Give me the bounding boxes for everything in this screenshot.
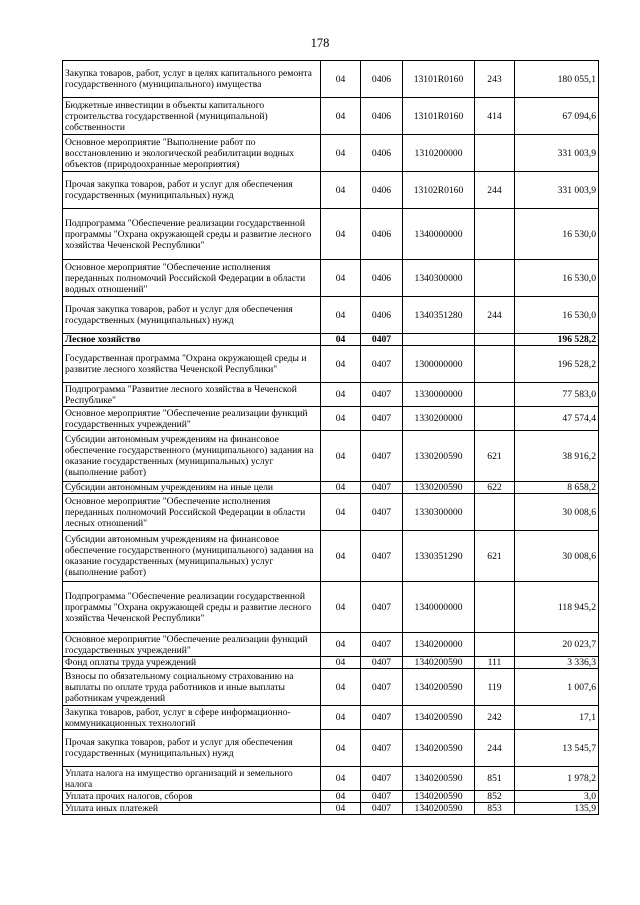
row-expense-type-cell: [475, 209, 515, 260]
row-expense-type-cell: 119: [475, 669, 515, 706]
row-amount-cell: 135,9: [515, 803, 599, 815]
row-target-article-cell: 1330200590: [403, 482, 475, 494]
table-row: [63, 767, 599, 791]
row-amount-cell: 1 978,2: [515, 767, 599, 791]
row-name-cell: Государственная программа "Охрана окружающей среды и развитие лесного хозяйства Чеченской Республики": [63, 346, 321, 383]
row-subsection-cell: 0407: [361, 494, 403, 531]
row-name-cell: Основное мероприятие "Выполнение работ по восстановлению и экологической реабилитации водных объектов (природоохранные мероприятия): [63, 135, 321, 172]
row-amount-cell: 13 545,7: [515, 730, 599, 767]
row-section-cell: 04: [321, 260, 361, 297]
row-expense-type-cell: [475, 407, 515, 431]
row-amount-cell: 16 530,0: [515, 209, 599, 260]
row-amount-cell: 20 023,7: [515, 633, 599, 657]
row-subsection-cell: 0407: [361, 346, 403, 383]
row-subsection-cell: 0406: [361, 98, 403, 135]
row-section-cell: 04: [321, 482, 361, 494]
row-amount-cell: 196 528,2: [515, 346, 599, 383]
table-row: [63, 633, 599, 657]
row-name-cell: Подпрограмма "Обеспечение реализации государственной программы "Охрана окружающей среды и развитие лесного хозяйства Чеченской Республики": [63, 209, 321, 260]
row-expense-type-cell: 622: [475, 482, 515, 494]
row-subsection-cell: 0407: [361, 431, 403, 482]
table-row: [63, 730, 599, 767]
row-amount-cell: 47 574,4: [515, 407, 599, 431]
row-target-article-cell: 1310200000: [403, 135, 475, 172]
row-expense-type-cell: 242: [475, 706, 515, 730]
row-name-cell: Прочая закупка товаров, работ и услуг для обеспечения государственных (муниципальных) нужд: [63, 172, 321, 209]
row-name-cell: Подпрограмма "Обеспечение реализации государственной программы "Охрана окружающей среды и развитие лесного хозяйства Чеченской Республики": [63, 582, 321, 633]
row-section-cell: 04: [321, 407, 361, 431]
row-amount-cell: 16 530,0: [515, 297, 599, 334]
row-subsection-cell: 0407: [361, 791, 403, 803]
row-target-article-cell: 1330000000: [403, 383, 475, 407]
table-row: [63, 172, 599, 209]
row-section-cell: 04: [321, 494, 361, 531]
table-row: [63, 334, 599, 346]
row-target-article-cell: 1340200590: [403, 706, 475, 730]
table-row: [63, 431, 599, 482]
row-expense-type-cell: 243: [475, 61, 515, 98]
row-target-article-cell: 1330351290: [403, 531, 475, 582]
row-name-cell: Уплата прочих налогов, сборов: [63, 791, 321, 803]
row-target-article-cell: 1340200590: [403, 669, 475, 706]
budget-table: [62, 60, 599, 815]
row-section-cell: 04: [321, 297, 361, 334]
table-row: [63, 494, 599, 531]
row-section-cell: 04: [321, 767, 361, 791]
row-name-cell: Лесное хозяйство: [63, 334, 321, 346]
row-name-cell: Фонд оплаты труда учреждений: [63, 657, 321, 669]
table-row: [63, 209, 599, 260]
row-subsection-cell: 0407: [361, 482, 403, 494]
row-amount-cell: 30 008,6: [515, 494, 599, 531]
row-target-article-cell: 1300000000: [403, 346, 475, 383]
table-row: [63, 669, 599, 706]
row-subsection-cell: 0407: [361, 803, 403, 815]
row-amount-cell: 8 658,2: [515, 482, 599, 494]
row-target-article-cell: 13102R0160: [403, 172, 475, 209]
row-expense-type-cell: [475, 346, 515, 383]
row-name-cell: Бюджетные инвестиции в объекты капитального строительства государственной (муниципальной) собственности: [63, 98, 321, 135]
row-section-cell: 04: [321, 98, 361, 135]
row-section-cell: 04: [321, 135, 361, 172]
row-expense-type-cell: 111: [475, 657, 515, 669]
row-expense-type-cell: [475, 633, 515, 657]
row-amount-cell: 331 003,9: [515, 135, 599, 172]
row-section-cell: 04: [321, 582, 361, 633]
table-row: [63, 407, 599, 431]
row-subsection-cell: 0407: [361, 334, 403, 346]
row-expense-type-cell: [475, 260, 515, 297]
row-section-cell: 04: [321, 803, 361, 815]
table-row: [63, 383, 599, 407]
row-expense-type-cell: 852: [475, 791, 515, 803]
row-amount-cell: 3 336,3: [515, 657, 599, 669]
table-row: [63, 135, 599, 172]
table-row: [63, 61, 599, 98]
row-subsection-cell: 0407: [361, 407, 403, 431]
row-section-cell: 04: [321, 334, 361, 346]
row-expense-type-cell: [475, 135, 515, 172]
row-subsection-cell: 0407: [361, 669, 403, 706]
row-expense-type-cell: [475, 582, 515, 633]
row-expense-type-cell: 621: [475, 531, 515, 582]
row-target-article-cell: 1340300000: [403, 260, 475, 297]
row-amount-cell: 38 916,2: [515, 431, 599, 482]
table-row: [63, 803, 599, 815]
row-name-cell: Основное мероприятие "Обеспечение реализации функций государственных учреждений": [63, 633, 321, 657]
table-row: [63, 657, 599, 669]
row-subsection-cell: 0407: [361, 730, 403, 767]
row-expense-type-cell: [475, 494, 515, 531]
row-section-cell: 04: [321, 730, 361, 767]
row-name-cell: Взносы по обязательному социальному страхованию на выплаты по оплате труда работников и иные выплаты работникам учреждений: [63, 669, 321, 706]
row-target-article-cell: 1340200590: [403, 730, 475, 767]
row-section-cell: 04: [321, 669, 361, 706]
row-target-article-cell: 1340200590: [403, 803, 475, 815]
row-amount-cell: 1 007,6: [515, 669, 599, 706]
row-target-article-cell: 1340351280: [403, 297, 475, 334]
row-amount-cell: 180 055,1: [515, 61, 599, 98]
row-amount-cell: 17,1: [515, 706, 599, 730]
row-name-cell: Прочая закупка товаров, работ и услуг для обеспечения государственных (муниципальных) нужд: [63, 297, 321, 334]
table-row: [63, 791, 599, 803]
table-row: [63, 297, 599, 334]
row-subsection-cell: 0406: [361, 260, 403, 297]
row-section-cell: 04: [321, 657, 361, 669]
row-subsection-cell: 0406: [361, 172, 403, 209]
row-subsection-cell: 0407: [361, 657, 403, 669]
row-section-cell: 04: [321, 346, 361, 383]
row-section-cell: 04: [321, 706, 361, 730]
row-target-article-cell: 1340200590: [403, 791, 475, 803]
row-subsection-cell: 0407: [361, 633, 403, 657]
row-subsection-cell: 0407: [361, 531, 403, 582]
row-expense-type-cell: 244: [475, 730, 515, 767]
table-row: [63, 582, 599, 633]
row-target-article-cell: [403, 334, 475, 346]
row-subsection-cell: 0407: [361, 383, 403, 407]
row-amount-cell: 331 003,9: [515, 172, 599, 209]
row-subsection-cell: 0407: [361, 582, 403, 633]
row-subsection-cell: 0406: [361, 135, 403, 172]
row-section-cell: 04: [321, 172, 361, 209]
row-target-article-cell: 13101R0160: [403, 61, 475, 98]
row-name-cell: Основное мероприятие "Обеспечение исполнения переданных полномочий Российской Федерации в области водных отношений": [63, 260, 321, 297]
row-name-cell: Закупка товаров, работ, услуг в целях капитального ремонта государственного (муниципального) имущества: [63, 61, 321, 98]
row-subsection-cell: 0406: [361, 297, 403, 334]
row-name-cell: Субсидии автономным учреждениям на иные цели: [63, 482, 321, 494]
row-name-cell: Основное мероприятие "Обеспечение реализации функций государственных учреждений": [63, 407, 321, 431]
budget-table-body: [63, 61, 599, 815]
row-target-article-cell: 1330300000: [403, 494, 475, 531]
row-section-cell: 04: [321, 431, 361, 482]
row-target-article-cell: 1340000000: [403, 209, 475, 260]
row-amount-cell: 67 094,6: [515, 98, 599, 135]
table-row: [63, 260, 599, 297]
row-name-cell: Подпрограмма "Развитие лесного хозяйства в Чеченской Республике": [63, 383, 321, 407]
page-number: 178: [310, 36, 330, 50]
row-expense-type-cell: 853: [475, 803, 515, 815]
row-subsection-cell: 0406: [361, 61, 403, 98]
row-section-cell: 04: [321, 531, 361, 582]
row-name-cell: Уплата иных платежей: [63, 803, 321, 815]
row-name-cell: Основное мероприятие "Обеспечение исполнения переданных полномочий Российской Федерации в области лесных отношений": [63, 494, 321, 531]
row-name-cell: Прочая закупка товаров, работ и услуг для обеспечения государственных (муниципальных) нужд: [63, 730, 321, 767]
row-section-cell: 04: [321, 791, 361, 803]
row-subsection-cell: 0406: [361, 209, 403, 260]
row-amount-cell: 30 008,6: [515, 531, 599, 582]
row-name-cell: Субсидии автономным учреждениям на финансовое обеспечение государственного (муниципального) задания на оказание государственных (муниципальных) услуг (выполнение работ): [63, 431, 321, 482]
row-name-cell: Закупка товаров, работ, услуг в сфере информационно-коммуникационных технологий: [63, 706, 321, 730]
table-row: [63, 346, 599, 383]
row-target-article-cell: 13101R0160: [403, 98, 475, 135]
row-target-article-cell: 1340200590: [403, 657, 475, 669]
row-expense-type-cell: 244: [475, 297, 515, 334]
row-subsection-cell: 0407: [361, 767, 403, 791]
row-expense-type-cell: 414: [475, 98, 515, 135]
row-target-article-cell: 1340200590: [403, 767, 475, 791]
row-target-article-cell: 1330200000: [403, 407, 475, 431]
row-amount-cell: 118 945,2: [515, 582, 599, 633]
row-subsection-cell: 0407: [361, 706, 403, 730]
row-amount-cell: 77 583,0: [515, 383, 599, 407]
row-expense-type-cell: 244: [475, 172, 515, 209]
table-row: [63, 531, 599, 582]
row-target-article-cell: 1330200590: [403, 431, 475, 482]
table-row: [63, 706, 599, 730]
row-amount-cell: 3,0: [515, 791, 599, 803]
row-name-cell: Уплата налога на имущество организаций и земельного налога: [63, 767, 321, 791]
row-expense-type-cell: 851: [475, 767, 515, 791]
row-expense-type-cell: [475, 334, 515, 346]
row-section-cell: 04: [321, 61, 361, 98]
row-expense-type-cell: 621: [475, 431, 515, 482]
row-target-article-cell: 1340200000: [403, 633, 475, 657]
row-section-cell: 04: [321, 383, 361, 407]
row-name-cell: Субсидии автономным учреждениям на финансовое обеспечение государственного (муниципального) задания на оказание государственных (муниципальных) услуг (выполнение работ): [63, 531, 321, 582]
row-target-article-cell: 1340000000: [403, 582, 475, 633]
table-row: [63, 482, 599, 494]
row-amount-cell: 16 530,0: [515, 260, 599, 297]
row-section-cell: 04: [321, 633, 361, 657]
row-section-cell: 04: [321, 209, 361, 260]
row-expense-type-cell: [475, 383, 515, 407]
row-amount-cell: 196 528,2: [515, 334, 599, 346]
table-row: [63, 98, 599, 135]
